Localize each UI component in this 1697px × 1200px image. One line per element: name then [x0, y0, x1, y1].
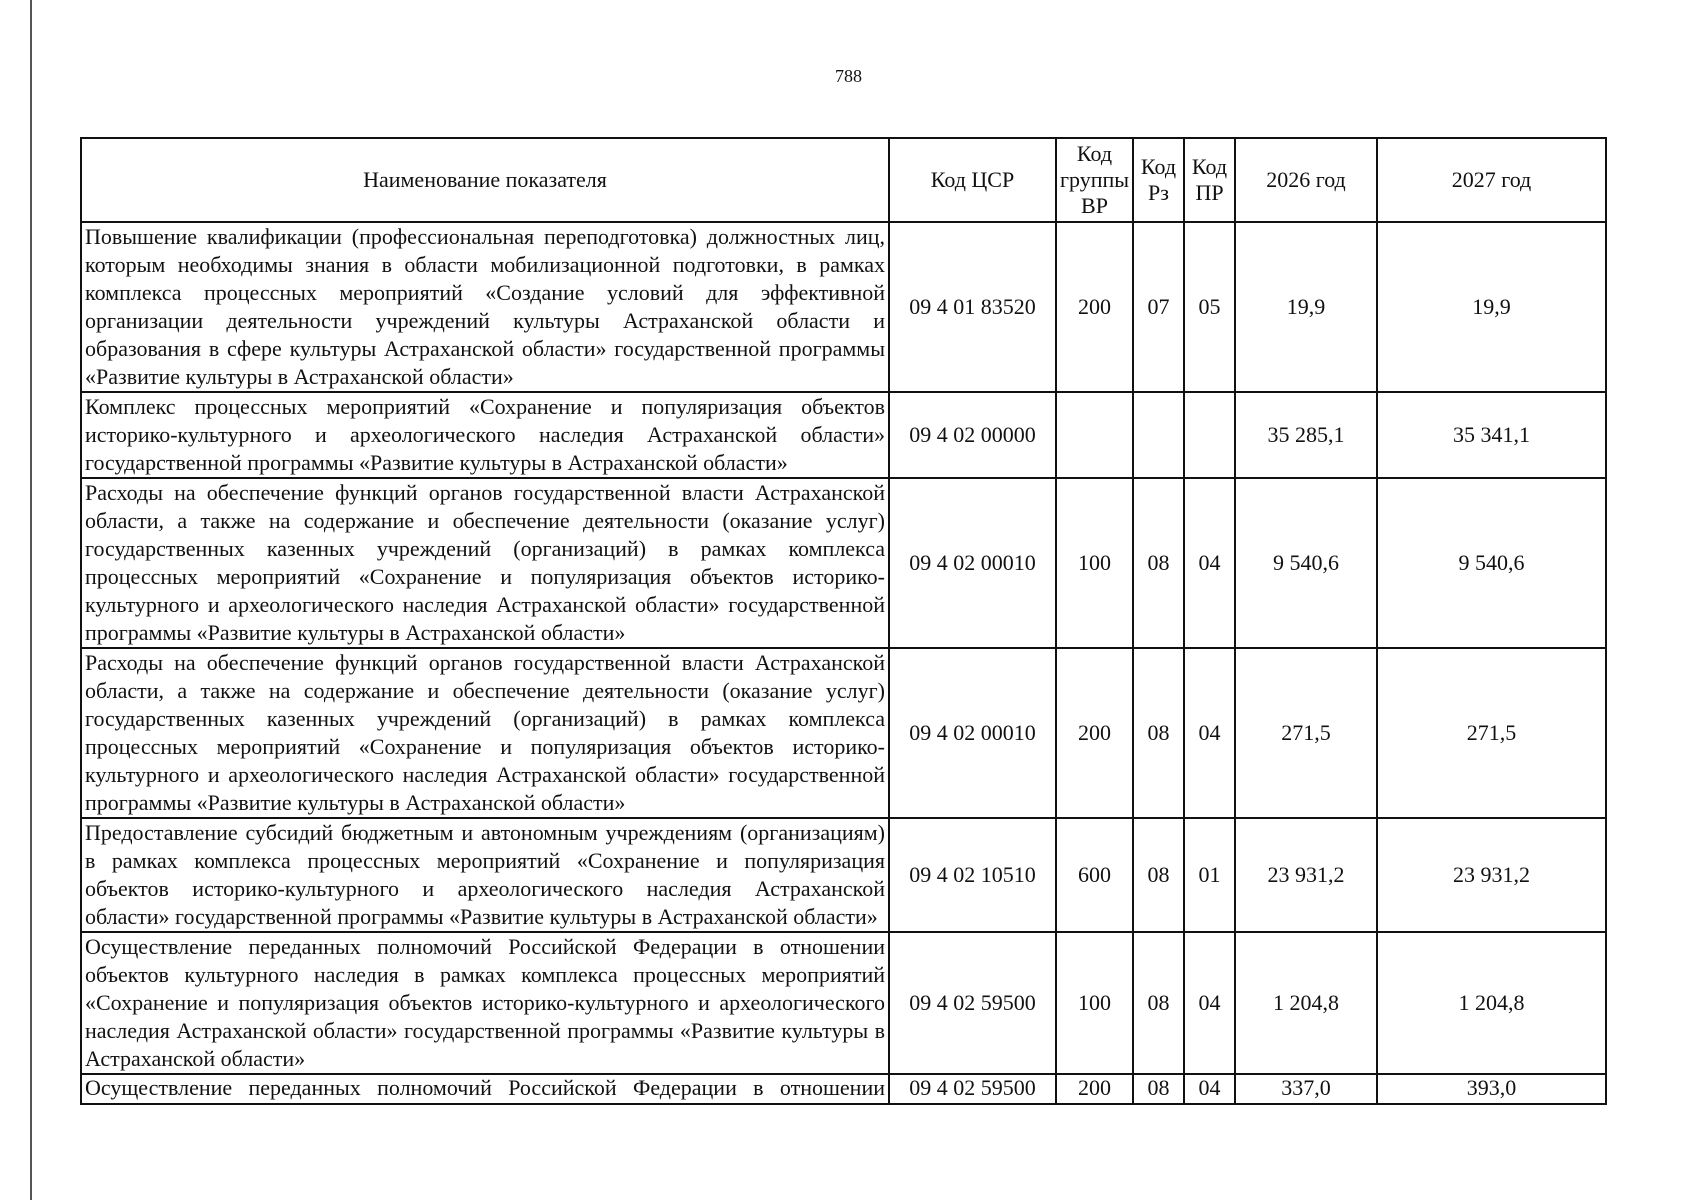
row-2027: 271,5 — [1377, 648, 1606, 818]
row-2026: 23 931,2 — [1235, 818, 1377, 932]
row-pr: 01 — [1184, 818, 1235, 932]
row-2027: 23 931,2 — [1377, 818, 1606, 932]
row-2027: 9 540,6 — [1377, 478, 1606, 648]
header-pr: Код ПР — [1184, 138, 1235, 222]
row-rz: 08 — [1133, 478, 1184, 648]
table-row — [81, 222, 1606, 392]
budget-table — [80, 137, 1607, 1105]
row-csr: 09 4 02 00000 — [889, 392, 1056, 478]
table-row — [81, 478, 1606, 648]
table-header-row — [81, 138, 1606, 222]
row-pr: 04 — [1184, 648, 1235, 818]
row-csr: 09 4 02 00010 — [889, 648, 1056, 818]
row-2027: 35 341,1 — [1377, 392, 1606, 478]
header-vr: Код группы ВР — [1056, 138, 1133, 222]
row-2026: 19,9 — [1235, 222, 1377, 392]
row-vr: 200 — [1056, 648, 1133, 818]
row-pr: 04 — [1184, 478, 1235, 648]
table-row — [81, 648, 1606, 818]
row-vr: 100 — [1056, 478, 1133, 648]
row-csr: 09 4 01 83520 — [889, 222, 1056, 392]
row-csr: 09 4 02 00010 — [889, 478, 1056, 648]
row-name: Расходы на обеспечение функций органов государственной власти Астраханской области, а также на содержание и обеспечение деятельности (оказание услуг) государственных казенных учреждений (организаций) в рамках комплекса процессных мероприятий «Сохранение и популяризация объектов историко-культурного и археологического наследия Астраханской области» государственной программы «Развитие культуры в Астраханской области» — [81, 648, 889, 818]
row-2026: 1 204,8 — [1235, 932, 1377, 1074]
header-name: Наименование показателя — [81, 138, 889, 222]
row-vr: 200 — [1056, 222, 1133, 392]
row-name: Осуществление переданных полномочий Российской Федерации в отношении объектов культурного наследия в рамках комплекса процессных мероприятий «Сохранение и популяризация объектов историко-культурного и археологического наследия Астраханской области» государственной программы «Развитие культуры в Астраханской области» — [81, 932, 889, 1074]
row-name: Предоставление субсидий бюджетным и автономным учреждениям (организациям) в рамках комплекса процессных мероприятий «Сохранение и популяризация объектов историко-культурного и археологического наследия Астраханской области» государственной программы «Развитие культуры в Астраханской области» — [81, 818, 889, 932]
row-2026: 271,5 — [1235, 648, 1377, 818]
scan-edge-line — [30, 0, 32, 1200]
row-name: Осуществление переданных полномочий Российской Федерации в отношении — [81, 1074, 889, 1104]
row-vr — [1056, 392, 1133, 478]
table-row — [81, 818, 1606, 932]
table-row — [81, 932, 1606, 1074]
row-rz: 08 — [1133, 818, 1184, 932]
row-rz: 08 — [1133, 1074, 1184, 1104]
row-csr: 09 4 02 59500 — [889, 1074, 1056, 1104]
row-name: Расходы на обеспечение функций органов государственной власти Астраханской области, а также на содержание и обеспечение деятельности (оказание услуг) государственных казенных учреждений (организаций) в рамках комплекса процессных мероприятий «Сохранение и популяризация объектов историко-культурного и археологического наследия Астраханской области» государственной программы «Развитие культуры в Астраханской области» — [81, 478, 889, 648]
table-row — [81, 392, 1606, 478]
header-rz: Код Рз — [1133, 138, 1184, 222]
row-pr: 04 — [1184, 932, 1235, 1074]
row-rz: 08 — [1133, 932, 1184, 1074]
row-2027: 1 204,8 — [1377, 932, 1606, 1074]
row-rz: 08 — [1133, 648, 1184, 818]
header-2026: 2026 год — [1235, 138, 1377, 222]
header-2027: 2027 год — [1377, 138, 1606, 222]
row-vr: 100 — [1056, 932, 1133, 1074]
row-2027: 393,0 — [1377, 1074, 1606, 1104]
row-pr — [1184, 392, 1235, 478]
row-rz — [1133, 392, 1184, 478]
row-csr: 09 4 02 10510 — [889, 818, 1056, 932]
row-pr: 05 — [1184, 222, 1235, 392]
row-2026: 337,0 — [1235, 1074, 1377, 1104]
row-pr: 04 — [1184, 1074, 1235, 1104]
row-vr: 600 — [1056, 818, 1133, 932]
row-rz: 07 — [1133, 222, 1184, 392]
page-number: 788 — [835, 66, 862, 86]
row-name: Повышение квалификации (профессиональная переподготовка) должностных лиц, которым необходимы знания в области мобилизационной подготовки, в рамках комплекса процессных мероприятий «Создание условий для эффективной организации деятельности учреждений культуры Астраханской области и образования в сфере культуры Астраханской области» государственной программы «Развитие культуры в Астраханской области» — [81, 222, 889, 392]
header-csr: Код ЦСР — [889, 138, 1056, 222]
row-vr: 200 — [1056, 1074, 1133, 1104]
table-row — [81, 1074, 1606, 1104]
row-name: Комплекс процессных мероприятий «Сохранение и популяризация объектов историко-культурного и археологического наследия Астраханской области» государственной программы «Развитие культуры в Астраханской области» — [81, 392, 889, 478]
row-2026: 9 540,6 — [1235, 478, 1377, 648]
row-csr: 09 4 02 59500 — [889, 932, 1056, 1074]
row-2027: 19,9 — [1377, 222, 1606, 392]
row-2026: 35 285,1 — [1235, 392, 1377, 478]
